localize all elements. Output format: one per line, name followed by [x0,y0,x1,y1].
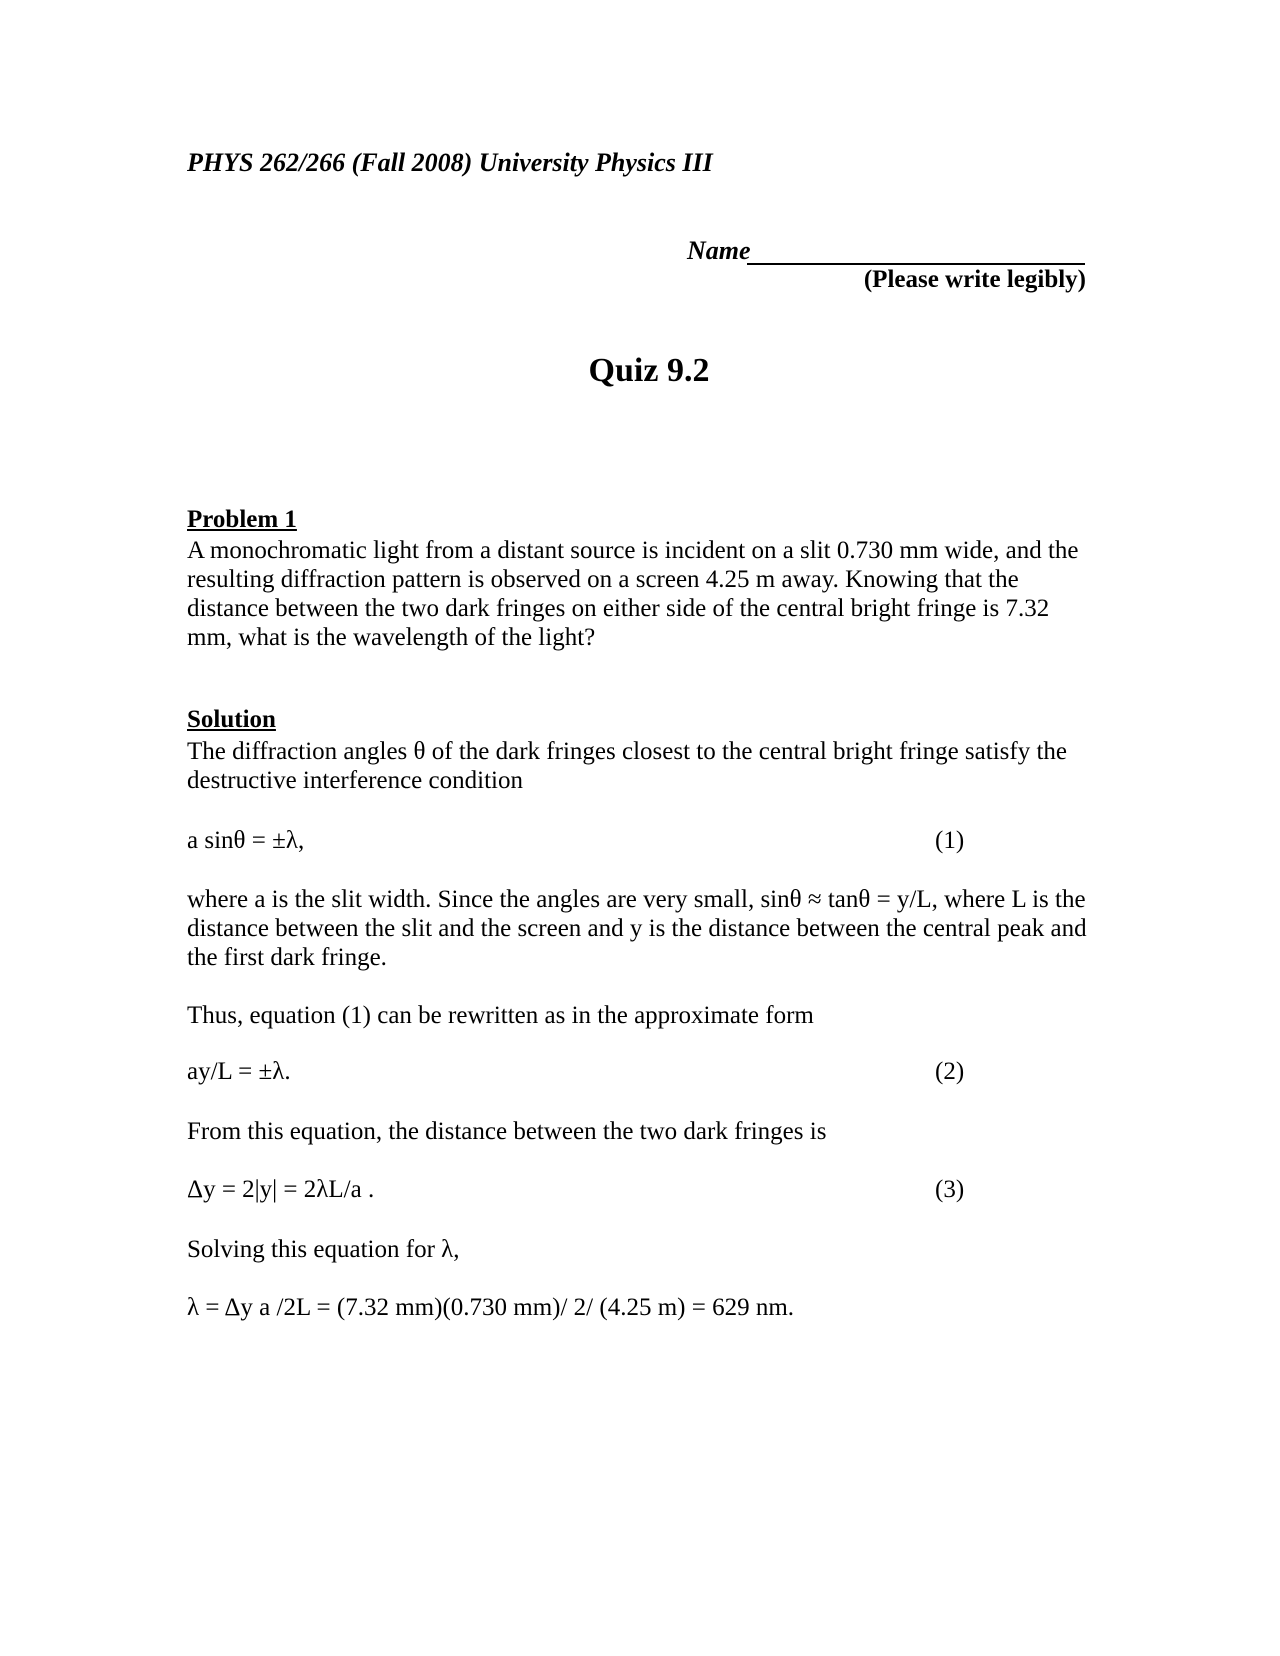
equation-3-number: (3) [935,1176,965,1203]
equation-1-number: (1) [935,827,965,854]
equation-1: a sinθ = ±λ, [187,827,305,854]
equation-3: Δy = 2|y| = 2λL/a . [187,1176,375,1203]
problem-heading: Problem 1 [187,506,297,533]
course-title: PHYS 262/266 (Fall 2008) University Physics III [187,148,713,177]
final-answer: λ = Δy a /2L = (7.32 mm)(0.730 mm)/ 2/ (4.25 m) = 629 nm. [187,1294,795,1321]
quiz-title: Quiz 9.2 [588,352,710,389]
solution-paragraph-2: where a is the slit width. Since the angles are very small, sinθ ≈ tanθ = y/L, where L is the distance between the slit and the screen and y is the distance between the central peak and the first dark fringe. [187,886,1087,971]
name-blank-line [747,263,1085,265]
solution-heading: Solution [187,706,276,733]
solution-paragraph-5: Solving this equation for λ, [187,1236,460,1263]
solution-intro: The diffraction angles θ of the dark fringes closest to the central bright fringe satisfy the destructive interference condition [187,738,1067,794]
solution-paragraph-3: Thus, equation (1) can be rewritten as in the approximate form [187,1002,814,1029]
solution-paragraph-4: From this equation, the distance between the two dark fringes is [187,1118,827,1145]
equation-2-number: (2) [935,1058,965,1085]
problem-text: A monochromatic light from a distant source is incident on a slit 0.730 mm wide, and the resulting diffraction pattern is observed on a screen 4.25 m away. Knowing that the distance between the two dark fringes on either side of the central bright fringe is 7.32 mm, what is the wavelength of the light? [187,537,1079,651]
name-label: Name [687,236,751,265]
equation-2: ay/L = ±λ. [187,1058,291,1085]
legibility-note: (Please write legibly) [863,266,1086,293]
